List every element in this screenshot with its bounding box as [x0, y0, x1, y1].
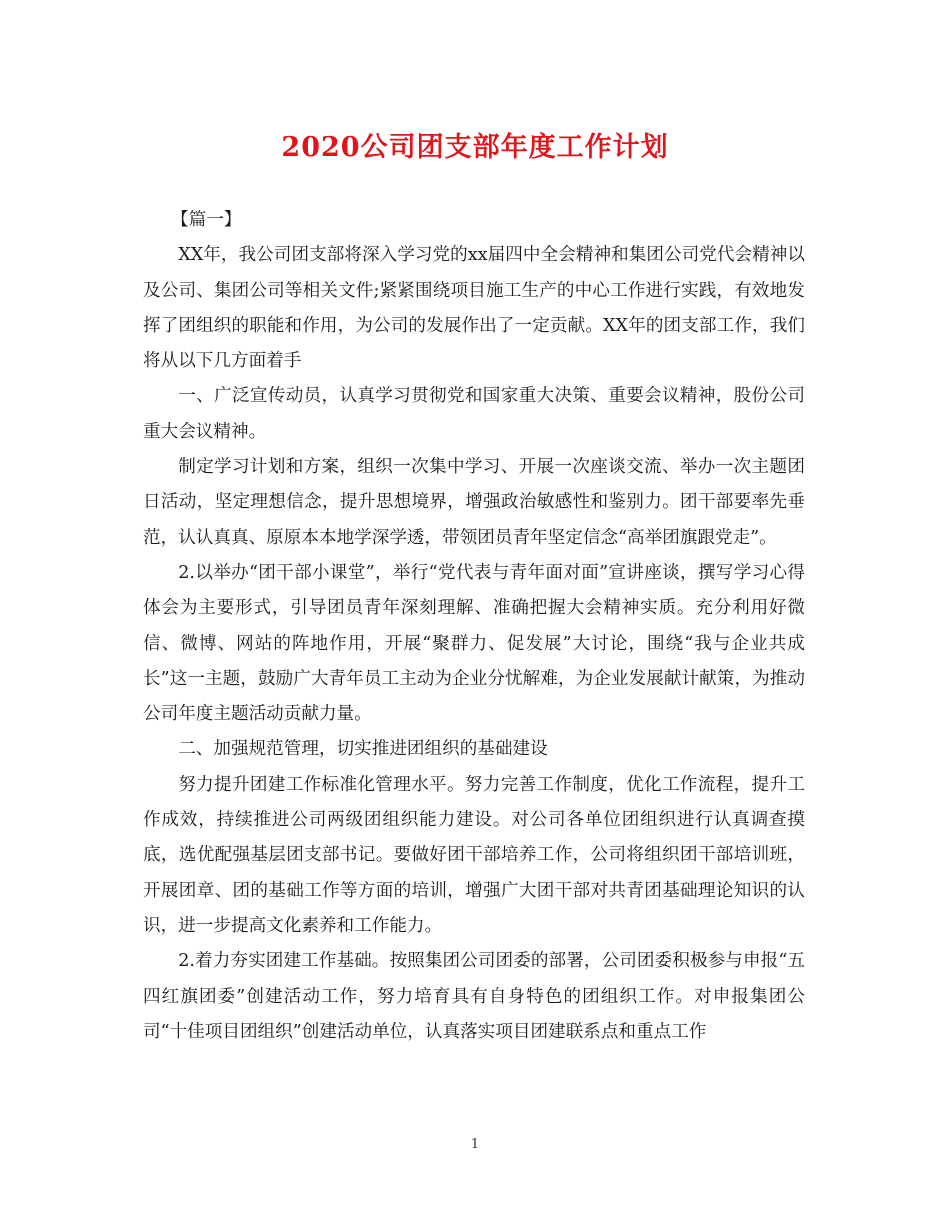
document-title: 2020公司团支部年度工作计划: [281, 132, 669, 163]
paragraph-intro: XX年，我公司团支部将深入学习党的xx届四中全会精神和集团公司党代会精神以及公司、集团公司等相关文件;紧紧围绕项目施工生产的中心工作进行实践，有效地发挥了团组织的职能和作用，为公司的发展作出了一定贡献。XX年的团支部工作，我们将从以下几方面着手: [143, 245, 805, 372]
page-number: 1: [470, 1137, 480, 1152]
paragraph-item-2: 2.以举办“团干部小课堂”，举行“党代表与青年面对面”宣讲座谈，撰写学习心得体会为主要形式，引导团员青年深刻理解、准确把握大会精神实质。充分利用好微信、微博、网站的阵地作用，开展“聚群力、促发展”大讨论，围绕“我与企业共成长”这一主题，鼓励广大青年员工主动为企业分忧解难，为企业发展献计献策，为推动公司年度主题活动贡献力量。: [143, 562, 805, 725]
paragraph-heading-2: 二、加强规范管理，切实推进团组织的基础建设: [178, 739, 548, 760]
document-body: [143, 203, 805, 1050]
paragraph-study-plan: 制定学习计划和方案，组织一次集中学习、开展一次座谈交流、举办一次主题团日活动，坚定理想信念，提升思想境界，增强政治敏感性和鉴别力。团干部要率先垂范，认认真真、原原本本地学深学透，带领团员青年坚定信念“高举团旗跟党走”。: [143, 457, 805, 548]
paragraph-heading-1: 一、广泛宣传动员，认真学习贯彻党和国家重大决策、重要会议精神，股份公司重大会议精神。: [143, 386, 805, 442]
paragraph-standardization: 努力提升团建工作标准化管理水平。努力完善工作制度，优化工作流程，提升工作成效，持续推进公司两级团组织能力建设。对公司各单位团组织进行认真调查摸底，选优配强基层团支部书记。要做好团干部培养工作，公司将组织团干部培训班，开展团章、团的基础工作等方面的培训，增强广大团干部对共青团基础理论知识的认识，进一步提高文化素养和工作能力。: [143, 774, 805, 936]
paragraph-foundation: 2.着力夯实团建工作基础。按照集团公司团委的部署，公司团委积极参与申报“五四红旗团委”创建活动工作，努力培育具有自身特色的团组织工作。对申报集团公司“十佳项目团组织”创建活动单位，认真落实项目团建联系点和重点工作: [143, 951, 805, 1042]
section-label: 【篇一】: [171, 210, 242, 230]
